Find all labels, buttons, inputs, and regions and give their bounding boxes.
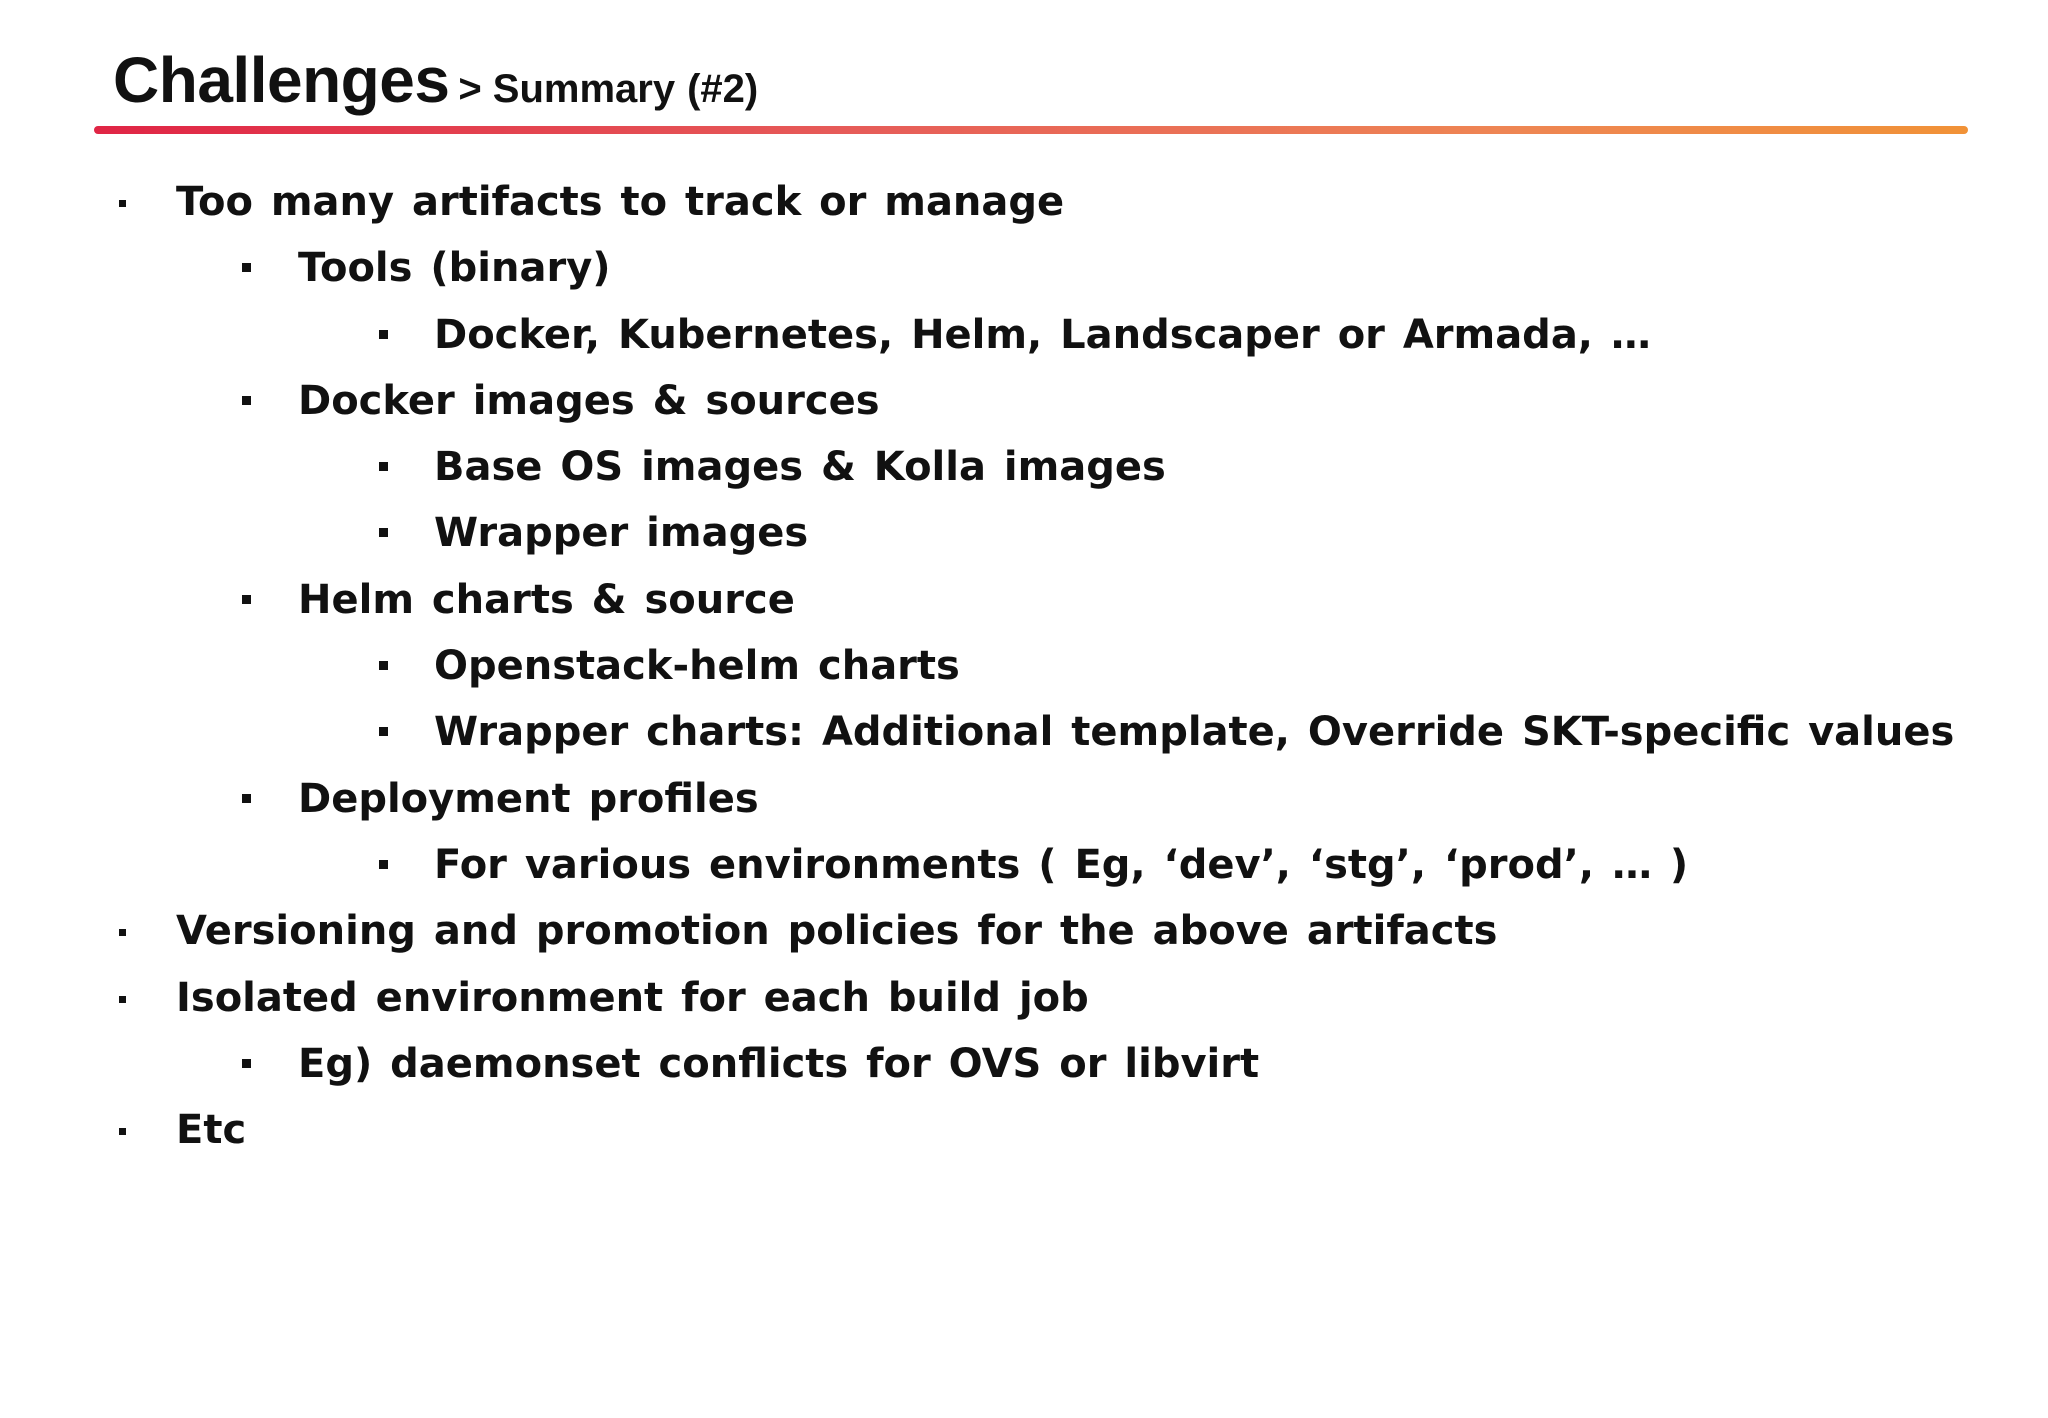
- bullet-text: Helm charts & source: [298, 576, 795, 623]
- bullet-square-icon: [379, 330, 388, 339]
- bullet-text: Openstack-helm charts: [434, 643, 960, 690]
- bullet-text: Versioning and promotion policies for the above artifacts: [176, 908, 1498, 955]
- bullet-text: Docker, Kubernetes, Helm, Landscaper or Armada, …: [434, 311, 1651, 358]
- bullet-square-icon: [242, 794, 251, 803]
- bullet-square-icon: [119, 996, 126, 1003]
- bullet-square-icon: [242, 595, 251, 604]
- bullet-text: Etc: [176, 1107, 247, 1154]
- bullet-square-icon: [119, 929, 126, 936]
- bullet-square-icon: [379, 727, 388, 736]
- bullet-text: Isolated environment for each build job: [176, 974, 1089, 1021]
- bullet-square-icon: [379, 860, 388, 869]
- bullet-text: Wrapper charts: Additional template, Override SKT-specific values: [434, 709, 1955, 756]
- bullet-square-icon: [242, 396, 251, 405]
- bullet-square-icon: [379, 661, 388, 670]
- bullet-text: Base OS images & Kolla images: [434, 444, 1166, 491]
- bullet-square-icon: [379, 528, 388, 537]
- bullet-text: Docker images & sources: [298, 377, 880, 424]
- bullet-text: Deployment profiles: [298, 775, 759, 822]
- bullet-square-icon: [242, 1059, 251, 1068]
- bullet-text: Eg) daemonset conflicts for OVS or libvirt: [298, 1040, 1260, 1087]
- bullet-text: Tools (binary): [298, 245, 611, 292]
- bullet-text: Wrapper images: [434, 510, 809, 557]
- bullet-square-icon: [119, 200, 126, 207]
- title-suffix: (#2): [687, 67, 759, 111]
- bullet-square-icon: [379, 462, 388, 471]
- bullet-text: For various environments ( Eg, ‘dev’, ‘stg’, ‘prod’, … ): [434, 841, 1689, 888]
- bullet-square-icon: [119, 1128, 126, 1135]
- bullet-text: Too many artifacts to track or manage: [176, 179, 1065, 225]
- title-sub: > Summary: [458, 67, 676, 111]
- title-main: Challenges: [113, 44, 450, 116]
- title-underline-divider: [94, 126, 1968, 134]
- slide-title: [113, 44, 759, 116]
- bullet-square-icon: [242, 263, 251, 272]
